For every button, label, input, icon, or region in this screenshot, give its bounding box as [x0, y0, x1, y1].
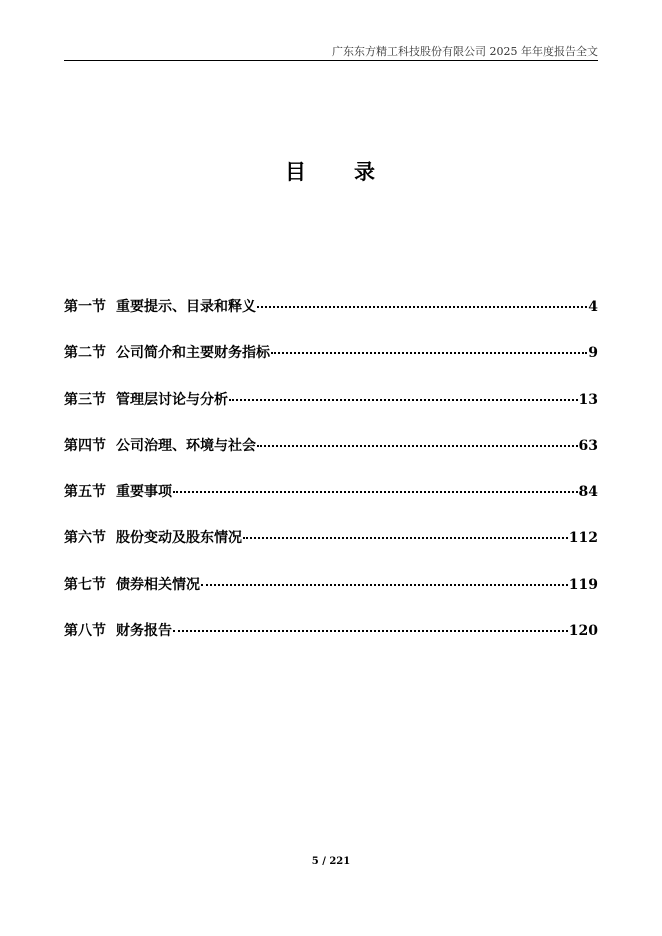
table-of-contents	[64, 296, 598, 666]
toc-entry[interactable]	[64, 296, 598, 342]
toc-page-number: 13	[578, 391, 598, 408]
toc-section-title: 重要事项	[116, 484, 172, 501]
toc-leader-dots	[257, 302, 587, 308]
toc-page-number: 4	[588, 299, 598, 315]
toc-section-number: 第八节	[64, 623, 106, 640]
toc-entry[interactable]	[64, 481, 598, 527]
toc-entry[interactable]	[64, 389, 598, 435]
toc-section-title: 债券相关情况	[116, 576, 200, 593]
toc-section-number: 第二节	[64, 345, 106, 362]
page-footer-number: 5 / 221	[311, 856, 351, 867]
toc-leader-dots	[243, 533, 568, 539]
toc-section-title: 财务报告	[116, 623, 172, 640]
toc-leader-dots	[229, 395, 578, 401]
toc-leader-dots	[173, 626, 568, 632]
title-char-1: 目	[285, 160, 308, 184]
toc-section-number: 第三节	[64, 391, 106, 408]
header-divider	[64, 60, 598, 61]
toc-page-number: 120	[568, 623, 598, 640]
toc-entry[interactable]	[64, 435, 598, 481]
toc-page-number: 63	[578, 437, 598, 454]
toc-page-number: 9	[588, 345, 598, 362]
toc-section-number: 第四节	[64, 437, 106, 454]
toc-entry[interactable]	[64, 574, 598, 620]
toc-page-number: 119	[568, 576, 598, 593]
toc-section-title: 股份变动及股东情况	[116, 530, 242, 547]
toc-section-title: 管理层讨论与分析	[116, 391, 228, 408]
toc-page-number: 84	[578, 484, 598, 501]
page-title	[0, 156, 662, 186]
toc-leader-dots	[201, 580, 568, 586]
toc-entry[interactable]	[64, 620, 598, 666]
toc-section-title: 公司简介和主要财务指标	[116, 345, 270, 362]
toc-section-number: 第七节	[64, 576, 106, 593]
toc-page-number: 112	[568, 530, 598, 547]
toc-section-number: 第五节	[64, 484, 106, 501]
running-header: 广东东方精工科技股份有限公司 2025 年年度报告全文	[332, 45, 598, 58]
toc-leader-dots	[271, 348, 587, 354]
toc-section-title: 重要提示、目录和释义	[116, 299, 256, 315]
toc-section-number: 第一节	[64, 299, 106, 315]
toc-section-title: 公司治理、环境与社会	[116, 437, 256, 454]
toc-section-number: 第六节	[64, 530, 106, 547]
toc-entry[interactable]	[64, 342, 598, 388]
toc-entry[interactable]	[64, 527, 598, 573]
toc-leader-dots	[173, 487, 578, 493]
title-char-2: 录	[354, 160, 377, 184]
toc-leader-dots	[257, 441, 578, 447]
